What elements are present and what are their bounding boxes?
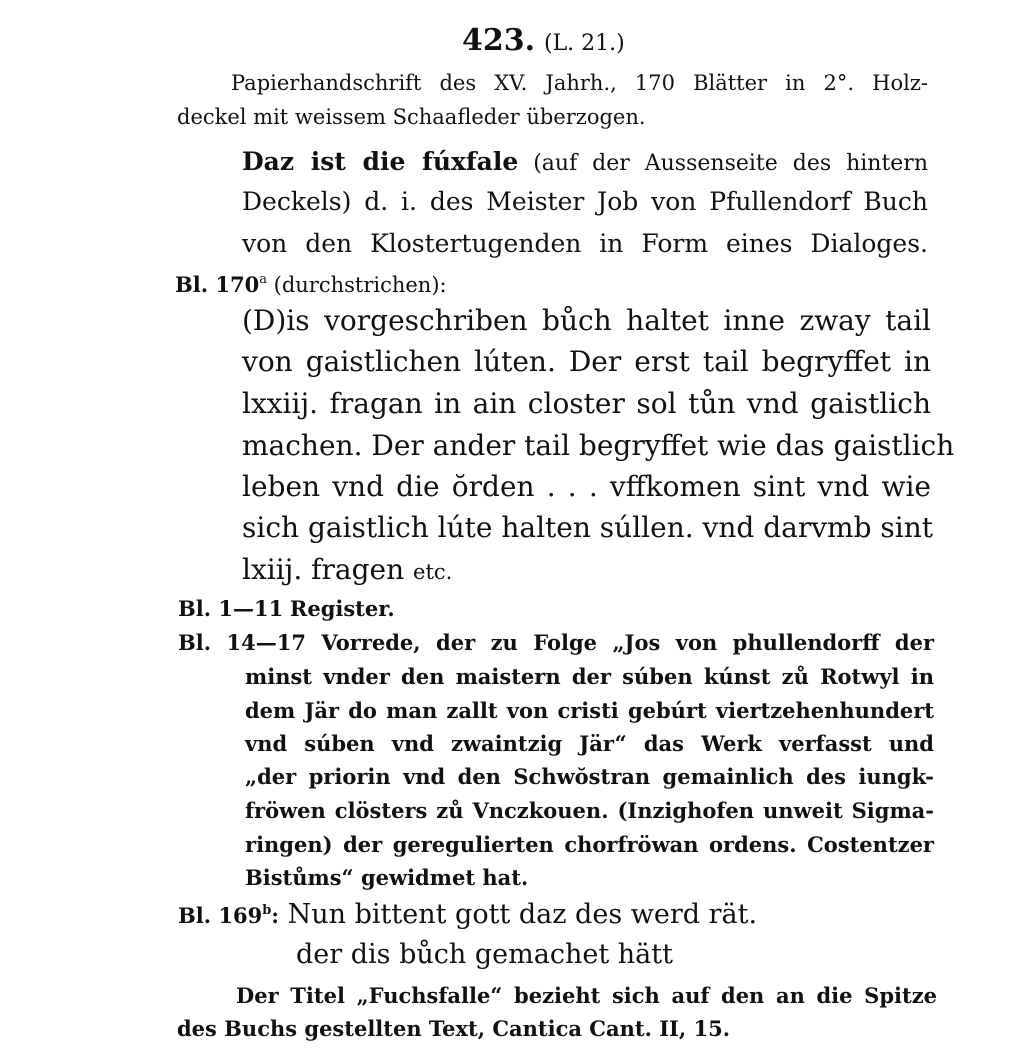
- bl170a-label: [175, 273, 447, 296]
- bl14-17-line-4: vnd súben vnd zwaintzig Jär“ das Werk verfasst und: [245, 731, 934, 756]
- bl169b-entry: [178, 901, 757, 928]
- bl14-17-text-1: Vorrede, der zu Folge „Jos von phullendorff der: [321, 630, 935, 655]
- footnote-line-2: des Buchs gestellten Text, Cantica Cant. II, 15.: [177, 1016, 731, 1041]
- bl169b-verse-2: der dis bůch gemachet hätt: [296, 939, 673, 970]
- bl169b-colon: :: [271, 903, 280, 928]
- bl170a-etc: etc.: [413, 560, 453, 584]
- title-line-1: [242, 149, 928, 175]
- bl170a-line-7: [242, 553, 453, 586]
- bl169b-verse-1: Nun bittent gott daz des werd rät.: [287, 899, 758, 930]
- title-line-3: von den Klostertugenden in Form eines Dialoges.: [242, 229, 928, 258]
- bl14-17-line-2: minst vnder den maistern der súben kúnst zů Rotwyl in: [245, 664, 934, 689]
- bl170a-line-2: von gaistlichen lúten. Der erst tail begryffet in: [242, 345, 931, 378]
- bold-title: Daz ist die fúxfale: [242, 147, 519, 176]
- footnote-line-1: Der Titel „Fuchsfalle“ bezieht sich auf den an die Spitze: [236, 983, 937, 1008]
- bl14-17-line-3: dem Jär do man zallt von cristi gebúrt viertzehenhundert: [245, 698, 934, 723]
- bl170a-sup: a: [259, 272, 267, 287]
- bl170a-note: (durchstrichen):: [273, 273, 447, 297]
- description-line-1: Papierhandschrift des XV. Jahrh., 170 Blätter in 2°. Holz-: [231, 71, 928, 95]
- bl14-17-line-8: Bistůms“ gewidmet hat.: [245, 865, 529, 890]
- bl170a-line-1: (D)is vorgeschriben bůch haltet inne zway tail: [242, 304, 931, 337]
- bl169b-label: Bl. 169: [178, 903, 263, 928]
- bl1-11-label: Bl. 1—11: [178, 596, 284, 621]
- bl170a-line-4: machen. Der ander tail begryffet wie das gaistlich: [242, 429, 955, 462]
- bl170a-number: Bl. 170: [175, 272, 260, 297]
- bl1-11-text: Register.: [289, 596, 395, 621]
- bl14-17-line-5: „der priorin vnd den Schwŏstran gemainlich des iungk-: [245, 764, 934, 789]
- bl14-17-label: Bl. 14—17: [178, 630, 306, 655]
- entry-signature: (L. 21.): [543, 31, 625, 56]
- title-line-2: Deckels) d. i. des Meister Job von Pfullendorf Buch: [242, 187, 928, 216]
- entry-number: 423.: [462, 23, 536, 58]
- bl170a-line-5: leben vnd die ŏrden . . . vffkomen sint vnd wie: [242, 470, 931, 503]
- description-line-2: deckel mit weissem Schaafleder überzogen.: [177, 105, 646, 129]
- bl14-17-line-7: ringen) der geregulierten chorfröwan ordens. Costentzer: [245, 832, 934, 857]
- bl14-17-line-1: [178, 632, 934, 653]
- bl169b-sup: b: [262, 903, 272, 918]
- bl170a-line-3: lxxiij. fragan in ain closter sol tůn vnd gaistlich: [242, 387, 931, 420]
- entry-heading: [462, 23, 625, 58]
- bl14-17-line-6: fröwen clösters zů Vnczkouen. (Inzighofen unweit Sigma-: [245, 798, 934, 823]
- bl1-11-entry: [178, 598, 395, 620]
- title-line-1-rest: (auf der Aussenseite des hintern: [533, 151, 928, 176]
- bl170a-last-line: lxiij. fragen: [242, 553, 405, 586]
- bl170a-line-6: sich gaistlich lúte halten súllen. vnd darvmb sint: [242, 511, 934, 544]
